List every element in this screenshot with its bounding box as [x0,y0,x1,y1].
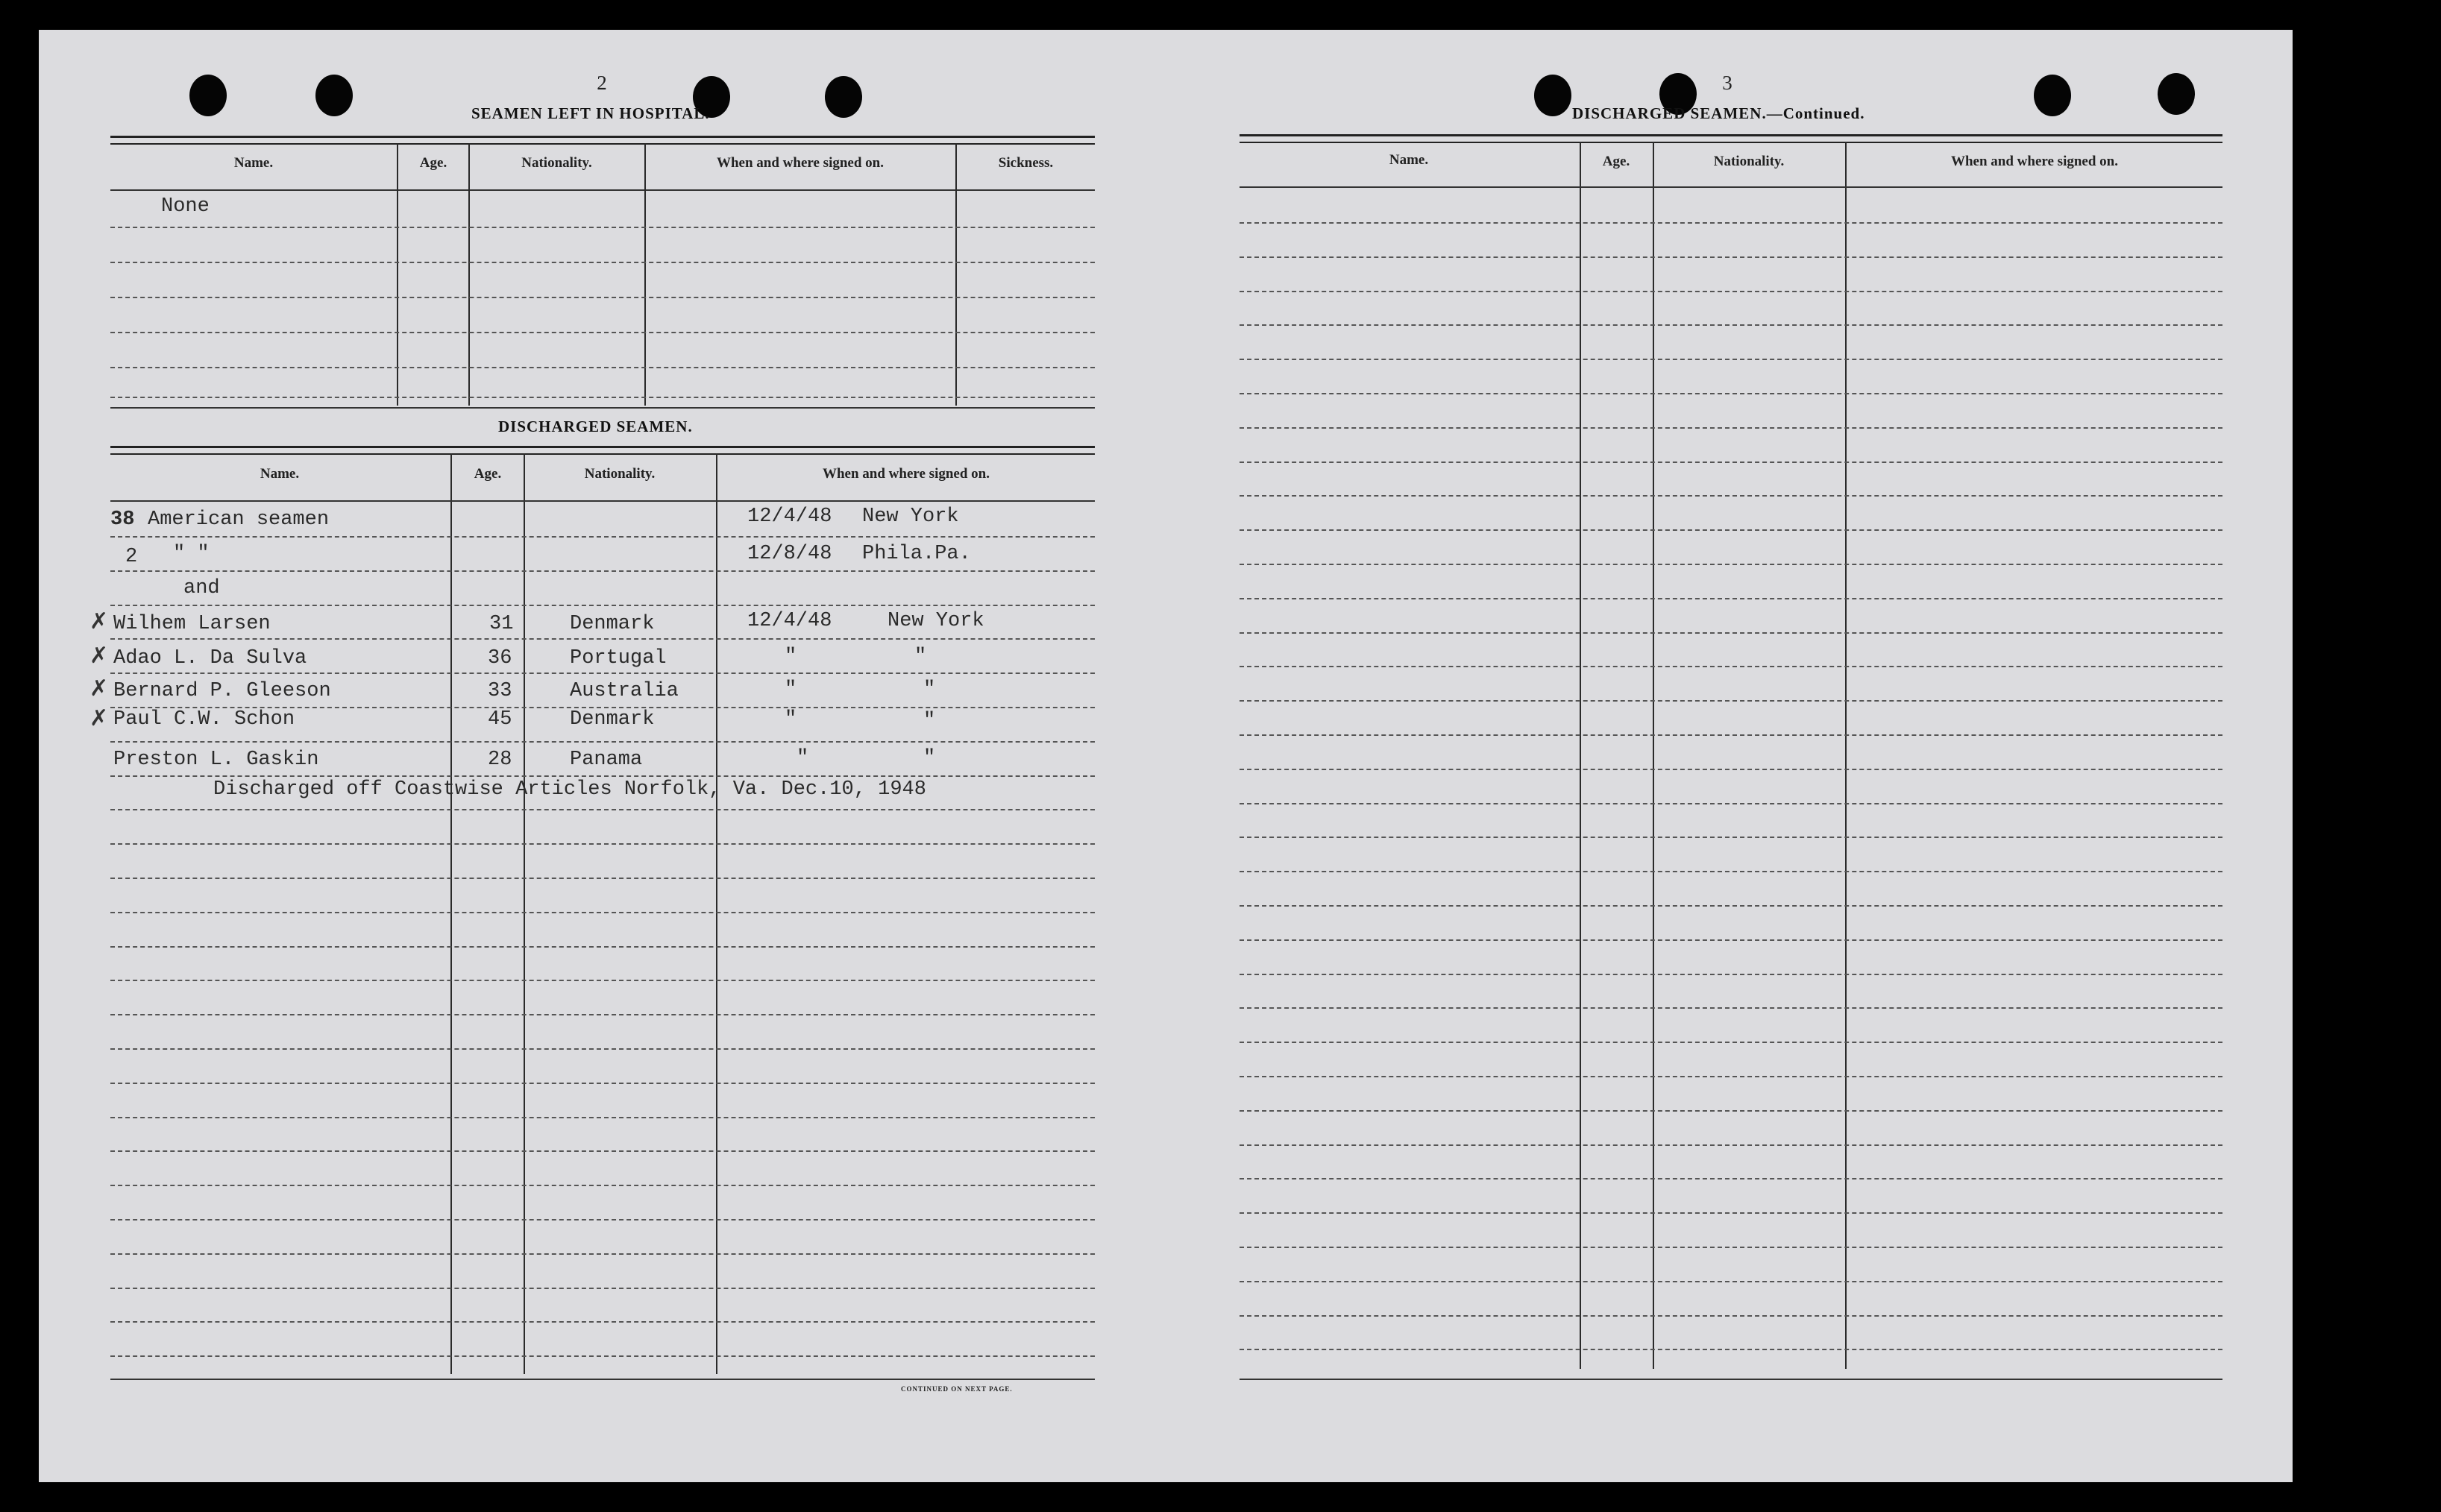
ruled-line [1240,1042,2222,1043]
hospital-col-age: Age. [419,155,447,171]
ruled-line [110,946,1095,948]
punch-hole [825,76,862,118]
entry-nationality: Denmark [570,613,655,635]
punch-hole [189,75,227,116]
ruled-line [1240,1349,2222,1350]
ruled-line [110,605,1095,606]
ruled-line [110,1253,1095,1255]
discharged-col-signed-on: When and where signed on. [822,466,990,482]
check-mark: ✗ [89,675,109,702]
discharged-col-name: Name. [260,466,300,482]
ruled-line [1240,359,2222,360]
ruled-line [110,809,1095,810]
ruled-line [110,570,1095,572]
right-col-signed-on: When and where signed on. [1950,154,2118,169]
entry-place: New York [888,610,984,632]
hospital-row-line [110,297,1095,298]
ruled-line [1240,700,2222,702]
entry-name: and [183,577,220,599]
hospital-row-line [110,367,1095,368]
ruled-line [1240,734,2222,736]
hospital-col-name: Name. [233,155,274,171]
entry-age: 45 [488,708,512,731]
check-mark: ✗ [89,705,109,731]
ruled-line [1240,291,2222,292]
hospital-row-line [110,262,1095,263]
ruled-line [1240,222,2222,224]
ruled-line [110,843,1095,845]
ruled-line [1240,769,2222,770]
ruled-line [1240,1281,2222,1282]
punch-hole [2158,73,2195,115]
ruled-line [110,1083,1095,1084]
ruled-line [1240,1110,2222,1112]
entry-name: " " [173,543,210,565]
ruled-line [1240,974,2222,975]
ruled-line [110,1185,1095,1186]
ruled-line [1240,1007,2222,1009]
right-header-rule [1240,186,2222,188]
left-page-number: 2 [597,72,607,94]
right-bottom-rule [1240,1379,2222,1380]
punch-hole [1534,75,1571,116]
right-col-nationality: Nationality. [1713,154,1785,169]
ruled-line [1240,837,2222,838]
ruled-line [1240,905,2222,907]
ruled-line [110,1014,1095,1015]
punch-hole [315,75,353,116]
hospital-header-rule [110,189,1095,191]
entry-count: 38 [110,508,135,531]
ruled-line [1240,1144,2222,1146]
entry-age: 33 [488,680,512,702]
hospital-col-signed-on: When and where signed on. [716,155,884,171]
ruled-line [110,775,1095,777]
entry-place: New York [862,505,959,528]
ruled-line [110,980,1095,981]
ruled-line [1240,324,2222,326]
entry-name: Adao L. Da Sulva [113,647,307,670]
entry-date: " [797,747,809,769]
ruled-line [1240,564,2222,565]
hospital-top-rule [110,136,1095,145]
entry-name: Wilhem Larsen [113,613,271,635]
ruled-line [110,638,1095,640]
entry-date: 12/4/48 [747,610,832,632]
ruled-line [1240,632,2222,634]
ruled-line [1240,256,2222,258]
document-sheet [39,30,2293,1482]
entry-age: 31 [489,613,514,635]
hospital-row-line [110,397,1095,398]
entry-name: Preston L. Gaskin [113,749,319,771]
hospital-col-nationality: Nationality. [521,155,592,171]
entry-place: " [923,678,936,701]
ruled-line [1240,495,2222,497]
ruled-line [110,1321,1095,1323]
ruled-line [1240,393,2222,394]
check-mark: ✗ [89,643,109,669]
discharged-section-title: DISCHARGED SEAMEN. [498,418,693,435]
ruled-line [1240,1315,2222,1317]
right-section-title: DISCHARGED SEAMEN.—Continued. [1572,104,1865,122]
right-page-number: 3 [1722,72,1732,94]
entry-nationality: Australia [570,680,679,702]
entry-date: 12/8/48 [747,543,832,565]
entry-name: American seamen [148,508,330,531]
discharged-bottom-rule [110,1379,1095,1380]
ruled-line [1240,427,2222,429]
entry-place: " [923,710,936,732]
ruled-line [1240,871,2222,872]
ruled-line [1240,1178,2222,1179]
punch-hole [2034,75,2071,116]
ruled-line [1240,462,2222,463]
entry-date: " [785,708,797,731]
ruled-line [110,1048,1095,1050]
ruled-line [110,672,1095,674]
ruled-line [110,1355,1095,1357]
ruled-line [110,741,1095,743]
discharged-col-divider [716,453,717,1374]
ruled-line [110,1219,1095,1220]
right-top-rule [1240,134,2222,143]
entry-place: " [914,646,927,668]
entry-nationality: Portugal [570,647,667,670]
right-col-age: Age. [1602,154,1630,169]
discharged-col-divider [524,453,525,1374]
entry-place: " [923,747,936,769]
entry-date: " [785,678,797,701]
ruled-line [1240,598,2222,599]
entry-place: Phila.Pa. [862,543,971,565]
discharged-top-rule [110,446,1095,455]
ruled-line [110,1288,1095,1289]
discharged-header-rule [110,500,1095,502]
ruled-line [1240,803,2222,804]
hospital-row-line [110,332,1095,333]
entry-nationality: Denmark [570,708,655,731]
hospital-bottom-rule [110,407,1095,409]
entry-date: 12/4/48 [747,505,832,528]
ruled-line [1240,939,2222,941]
ruled-line [1240,666,2222,667]
discharged-col-age: Age. [474,466,502,482]
entry-age: 28 [488,749,512,771]
hospital-section-title: SEAMEN LEFT IN HOSPITAL. [471,104,710,122]
right-col-name: Name. [1389,152,1429,168]
ruled-line [110,912,1095,913]
ruled-line [110,536,1095,538]
entry-nationality: Panama [570,749,643,771]
ruled-line [1240,529,2222,531]
ruled-line [1240,1076,2222,1077]
continued-note: CONTINUED ON NEXT PAGE. [901,1385,1013,1393]
entry-date: " [785,646,797,668]
ruled-line [1240,1212,2222,1214]
entry-name: Bernard P. Gleeson [113,680,331,702]
entry-age: 36 [488,647,512,670]
hospital-col-sickness: Sickness. [998,155,1054,171]
discharged-col-nationality: Nationality. [584,466,656,482]
ruled-line [110,1117,1095,1118]
check-mark: ✗ [89,608,109,634]
discharge-note: Discharged off Coastwise Articles Norfolk, Va. Dec.10, 1948 [213,778,926,801]
ruled-line [110,878,1095,879]
ruled-line [1240,1247,2222,1248]
hospital-row-line [110,227,1095,228]
ruled-line [110,1150,1095,1152]
discharged-col-divider [450,453,452,1374]
entry-count: 2 [125,546,138,568]
entry-name: Paul C.W. Schon [113,708,295,731]
hospital-entry: None [161,195,210,218]
